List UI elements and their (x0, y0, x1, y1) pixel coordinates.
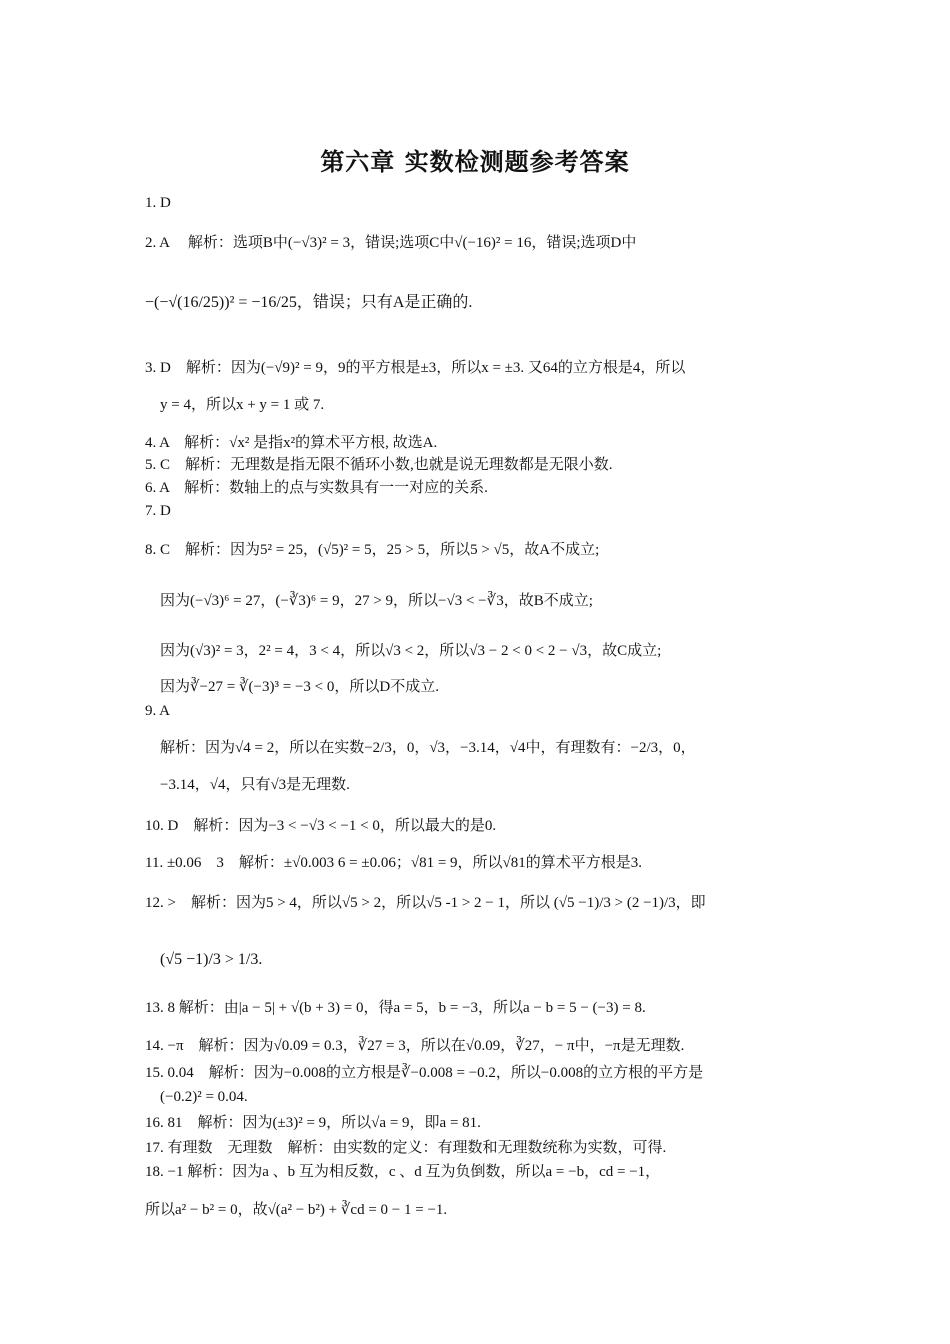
answer-9-b: 解析：因为√4 = 2，所以在实数−2/3，0，√3，−3.14，√4中，有理数有：−2/3，0， (160, 740, 696, 756)
answer-1: 1. D (145, 195, 171, 211)
answer-10: 10. D 解析：因为−3 < −√3 < −1 < 0，所以最大的是0. (145, 818, 497, 834)
answer-15: 15. 0.04 解析：因为−0.008的立方根是∛−0.008 = −0.2，所以−0.008的立方根的平方是 (145, 1065, 704, 1081)
answer-3-continued: y = 4，所以x + y = 1 或 7. (160, 397, 325, 413)
answer-9-c: −3.14，√4，只有√3是无理数. (160, 777, 350, 793)
answer-8-b: 因为(−√3)⁶ = 27，(−∛3)⁶ = 9，27 > 9，所以−√3 < −∛3，故B不成立; (160, 593, 593, 609)
answer-8: 8. C 解析：因为5² = 25，(√5)² = 5，25 > 5，所以5 > √5，故A不成立; (145, 542, 600, 558)
answer-8-c: 因为(√3)² = 3，2² = 4，3 < 4，所以√3 < 2，所以√3 − 2 < 0 < 2 − √3，故C成立; (160, 643, 662, 659)
answer-15-continued: (−0.2)² = 0.04. (160, 1089, 248, 1105)
answer-18: 18. −1 解析：因为a 、b 互为相反数，c 、d 互为负倒数，所以a = −b，cd = −1， (145, 1164, 661, 1180)
answer-16: 16. 81 解析：因为(±3)² = 9，所以√a = 9，即a = 81. (145, 1115, 481, 1131)
answer-11: 11. ±0.06 3 解析：±√0.003 6 = ±0.06；√81 = 9，所以√81的算术平方根是3. (145, 855, 643, 871)
answer-17: 17. 有理数 无理数 解析：由实数的定义：有理数和无理数统称为实数，可得. (145, 1140, 667, 1156)
answer-12: 12. > 解析：因为5 > 4，所以√5 > 2，所以√5 -1 > 2 − 1，所以 (√5 −1)/3 > (2 −1)/3，即 (145, 895, 706, 911)
answer-3: 3. D 解析：因为(−√9)² = 9，9的平方根是±3，所以x = ±3. 又64的立方根是4，所以 (145, 360, 686, 376)
answer-18-continued: 所以a² − b² = 0，故√(a² − b²) + ∛cd = 0 − 1 = −1. (145, 1202, 448, 1218)
answer-12-continued: (√5 −1)/3 > 1/3. (160, 951, 263, 968)
answer-2-continued: −(−√(16/25))² = −16/25，错误；只有A是正确的. (145, 294, 473, 311)
answer-7: 7. D (145, 503, 171, 519)
answer-14: 14. −π 解析：因为√0.09 = 0.3，∛27 = 3，所以在√0.09，∛27，− π中，−π是无理数. (145, 1038, 685, 1054)
answer-9: 9. A (145, 703, 171, 719)
answer-13: 13. 8 解析：由|a − 5| + √(b + 3) = 0，得a = 5，b = −3，所以a − b = 5 − (−3) = 8. (145, 1000, 646, 1016)
answer-8-d: 因为∛−27 = ∛(−3)³ = −3 < 0，所以D不成立. (160, 679, 439, 695)
answer-4: 4. A 解析：√x² 是指x²的算术平方根, 故选A. (145, 435, 438, 451)
answer-6: 6. A 解析：数轴上的点与实数具有一一对应的关系. (145, 480, 488, 496)
answer-5: 5. C 解析：无理数是指无限不循环小数,也就是说无理数都是无限小数. (145, 457, 613, 473)
page-title: 第六章 实数检测题参考答案 (320, 148, 630, 176)
answer-2: 2. A 解析：选项B中(−√3)² = 3，错误;选项C中√(−16)² = 16，错误;选项D中 (145, 235, 637, 251)
